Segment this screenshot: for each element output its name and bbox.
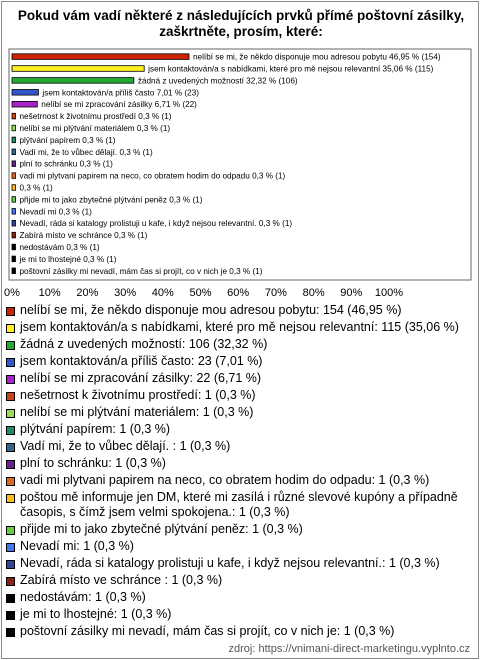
legend-swatch <box>6 460 15 469</box>
legend-label: poštovní zásilky mi nevadí, mám čas si projít, co v nich je: 1 (0,3 %) <box>20 624 395 638</box>
bar-6 <box>12 113 16 119</box>
bar-label-13: přijde mi to jako zbytečné plýtvání peněz 0,3 % (1) <box>19 195 203 205</box>
legend-label: plní to schránku: 1 (0,3 %) <box>20 456 166 470</box>
legend-swatch <box>6 392 15 401</box>
legend-swatch <box>6 443 15 452</box>
x-tick-label: 80% <box>302 287 325 299</box>
legend-item <box>6 490 476 520</box>
legend-item <box>6 320 476 335</box>
bar-13 <box>12 197 16 203</box>
bar-label-7: nelíbí se mi plýtvání materiálem 0,3 % (1) <box>19 124 171 133</box>
bar-17 <box>12 244 16 250</box>
legend-label: nedostávám: 1 (0,3 %) <box>20 590 146 604</box>
legend-swatch <box>6 375 15 384</box>
bar-12 <box>12 185 16 191</box>
bar-label-5: nelíbí se mi zpracování zásilky 6,71 % (22) <box>41 100 197 110</box>
legend-swatch <box>6 409 15 418</box>
legend-swatch <box>6 543 15 552</box>
legend-item <box>6 354 476 369</box>
x-tick-label: 30% <box>114 287 137 299</box>
chart-title: Pokud vám vadí některé z následujících prvků přímé poštovní zásilky, zaškrtněte, prosím, které: <box>17 8 465 39</box>
legend-label: plýtvání papírem: 1 (0,3 %) <box>20 422 171 436</box>
bar-8 <box>12 137 16 143</box>
legend-label: Vadí mi, že to vůbec dělají. : 1 (0,3 %) <box>20 439 231 453</box>
legend-swatch <box>6 628 15 637</box>
bar-label-15: Nevadí, ráda si katalogy prolistuji u kafe, i když nejsou relevantní. 0,3 % (1) <box>19 219 293 229</box>
legend-item <box>6 388 476 403</box>
legend-swatch <box>6 341 15 350</box>
bar-label-11: vadi mi plytvani papirem na neco, co obratem hodim do odpadu 0,3 % (1) <box>19 171 286 181</box>
legend-item <box>6 573 476 588</box>
x-tick-label: 0% <box>4 287 20 299</box>
legend-label: poštou mě informuje jen DM, které mi zasílá i různé slevové kupóny a případně časopis, s čímž jsem velmi spokojena.: 1 (0,3 %) <box>20 490 458 519</box>
bar-18 <box>12 256 16 262</box>
legend-swatch <box>6 426 15 435</box>
legend-item <box>6 556 476 571</box>
bar-4 <box>12 90 38 96</box>
bar-11 <box>12 173 16 179</box>
bar-10 <box>12 161 16 167</box>
bar-1 <box>12 54 189 60</box>
bar-label-1: nelíbí se mi, že někdo disponuje mou adresou pobytu 46,95 % (154) <box>193 52 441 62</box>
legend-item <box>6 522 476 537</box>
x-tick-label: 70% <box>264 287 287 299</box>
legend-label: nešetrnost k životnímu prostředí: 1 (0,3 %) <box>20 388 256 402</box>
bar-14 <box>12 209 16 215</box>
x-tick-label: 100% <box>374 287 404 299</box>
x-tick-label: 50% <box>189 287 212 299</box>
legend-item <box>6 405 476 420</box>
bar-label-12: 0,3 % (1) <box>19 183 53 193</box>
legend-item <box>6 456 476 471</box>
bar-5 <box>12 101 37 107</box>
legend-item <box>6 439 476 454</box>
legend-item <box>6 371 476 386</box>
bar-label-19: poštovní zásilky mi nevadí, mám čas si projít, co v nich je 0,3 % (1) <box>19 266 263 276</box>
legend-label: jsem kontaktován/a příliš často: 23 (7,01 %) <box>20 354 263 368</box>
bar-7 <box>12 125 16 131</box>
x-tick-label: 90% <box>340 287 363 299</box>
legend-item <box>6 539 476 554</box>
chart-legend <box>6 303 476 641</box>
bar-label-9: Vadí mi, že to vůbec dělají. 0,3 % (1) <box>19 147 153 157</box>
legend-swatch <box>6 560 15 569</box>
bar-label-17: nedostávám 0,3 % (1) <box>19 243 100 252</box>
legend-swatch <box>6 611 15 620</box>
source-note: zdroj: https://vnimani-direct-marketingu.vyplnto.cz <box>228 643 470 655</box>
bar-label-4: jsem kontaktován/a příliš často 7,01 % (23) <box>42 88 199 98</box>
legend-swatch <box>6 577 15 586</box>
legend-swatch <box>6 477 15 486</box>
legend-swatch <box>6 526 15 535</box>
x-tick-label: 60% <box>227 287 250 299</box>
bar-15 <box>12 220 16 226</box>
bar-label-10: plní to schránku 0,3 % (1) <box>19 159 113 169</box>
legend-swatch <box>6 494 15 503</box>
bar-19 <box>12 268 16 274</box>
bar-label-3: žádná z uvedených možností 32,32 % (106) <box>137 76 298 86</box>
legend-label: Nevadí, ráda si katalogy prolistuji u kafe, i když nejsou relevantní.: 1 (0,3 %) <box>20 556 440 570</box>
legend-item <box>6 422 476 437</box>
bar-label-18: je mi to lhostejné 0,3 % (1) <box>19 254 117 264</box>
bar-3 <box>12 78 134 84</box>
legend-swatch <box>6 307 15 316</box>
legend-item <box>6 473 476 488</box>
bar-label-2: jsem kontaktován/a s nabídkami, které pro mě nejsou relevantní 35,06 % (115) <box>148 64 434 74</box>
bar-9 <box>12 149 16 155</box>
bar-label-14: Nevadí mi 0,3 % (1) <box>19 207 92 217</box>
legend-label: vadi mi plytvani papirem na neco, co obratem hodim do odpadu: 1 (0,3 %) <box>20 473 430 487</box>
x-tick-label: 20% <box>76 287 99 299</box>
legend-item <box>6 607 476 622</box>
legend-label: jsem kontaktován/a s nabídkami, které pro mě nejsou relevantní: 115 (35,06 %) <box>20 320 459 334</box>
legend-label: Nevadí mi: 1 (0,3 %) <box>20 539 134 553</box>
legend-swatch <box>6 324 15 333</box>
legend-label: nelíbí se mi, že někdo disponuje mou adresou pobytu: 154 (46,95 %) <box>20 303 402 317</box>
legend-item <box>6 624 476 639</box>
legend-label: přijde mi to jako zbytečné plýtvání peněz: 1 (0,3 %) <box>20 522 303 536</box>
x-tick-label: 10% <box>38 287 61 299</box>
legend-label: nelíbí se mi zpracování zásilky: 22 (6,71 %) <box>20 371 262 385</box>
legend-item <box>6 590 476 605</box>
legend-label: Zabírá místo ve schránce : 1 (0,3 %) <box>20 573 223 587</box>
legend-label: nelíbí se mi plýtvání materiálem: 1 (0,3 %) <box>20 405 254 419</box>
bar-label-6: nešetrnost k životnímu prostředí 0,3 % (1) <box>19 112 172 122</box>
legend-item <box>6 303 476 318</box>
legend-swatch <box>6 594 15 603</box>
bar-2 <box>12 66 144 72</box>
legend-swatch <box>6 358 15 367</box>
bar-chart-plot <box>0 0 480 300</box>
legend-item <box>6 337 476 352</box>
bar-16 <box>12 232 16 238</box>
legend-label: žádná z uvedených možností: 106 (32,32 %) <box>20 337 268 351</box>
x-tick-label: 40% <box>151 287 174 299</box>
bar-label-16: Zabírá místo ve schránce 0,3 % (1) <box>19 231 148 241</box>
legend-label: je mi to lhostejné: 1 (0,3 %) <box>20 607 172 621</box>
bar-label-8: plýtvání papírem 0,3 % (1) <box>19 135 116 145</box>
